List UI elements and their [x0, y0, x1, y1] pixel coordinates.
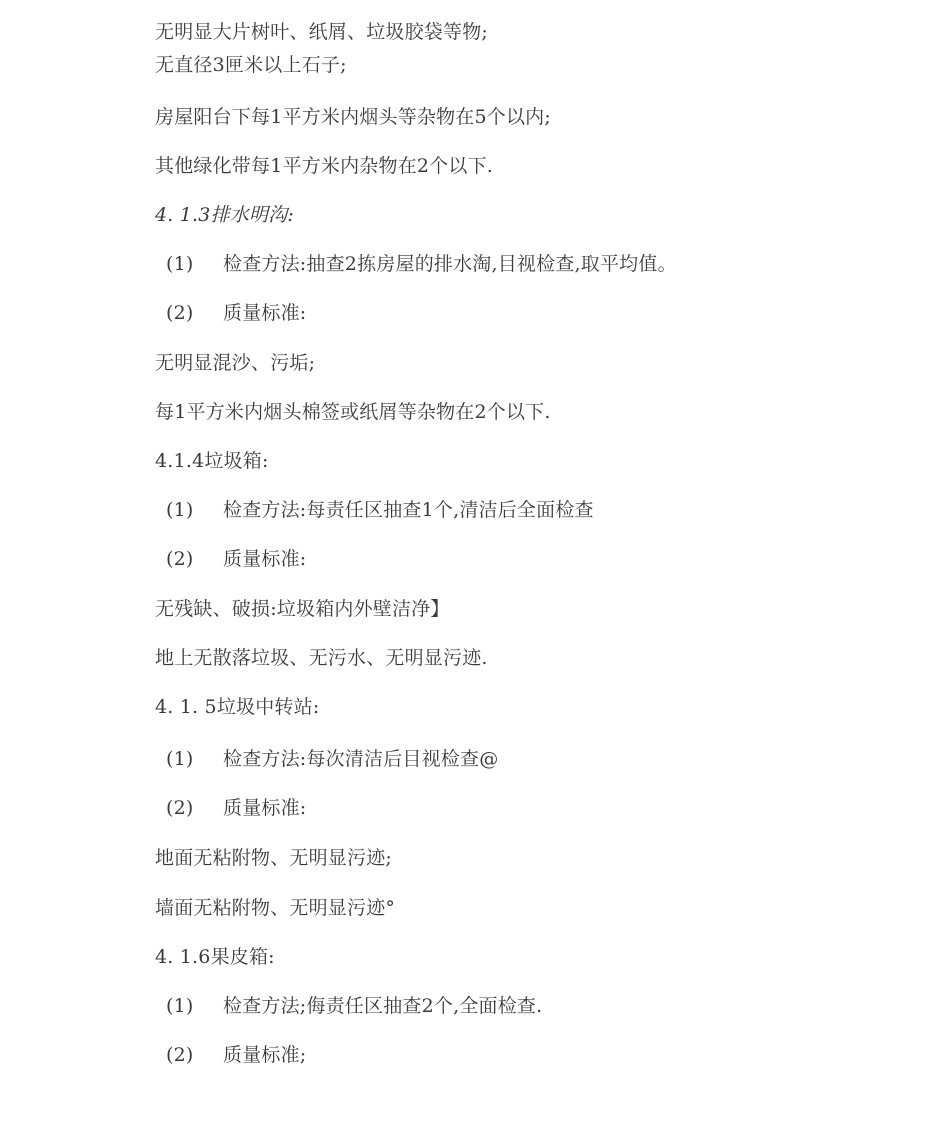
list-item-check-method-3 [166, 747, 498, 771]
list-marker: (2) [166, 548, 194, 570]
list-marker: (2) [166, 797, 194, 819]
list-item-text: 质量标准; [223, 1044, 307, 1066]
section-heading-4-1-6: 4. 1.6果皮箱: [155, 946, 275, 968]
list-marker: (1) [166, 748, 194, 770]
list-item-text: 检查方法:每次清洁后目视检查@ [223, 748, 499, 770]
list-item-text: 质量标准: [223, 548, 307, 570]
list-item-text: 检查方法;侮责任区抽查2个,全面检查. [223, 995, 543, 1017]
list-item-check-method-4 [166, 994, 542, 1018]
list-marker: (1) [166, 499, 194, 521]
text-line-1: 无明显大片树叶、纸屑、垃圾胶袋等物; [155, 21, 489, 43]
list-item-check-method-1 [166, 252, 677, 276]
section-heading-4-1-3: 4. 1.3排水明沟: [155, 204, 294, 226]
list-marker: (2) [166, 1044, 194, 1066]
text-line-4: 其他绿化带每1平方米内杂物在2个以下. [155, 155, 494, 177]
list-marker: (1) [166, 995, 194, 1017]
text-line-14: 地上无散落垃圾、无污水、无明显污迹. [155, 647, 488, 669]
list-item-check-method-2 [166, 498, 594, 522]
text-line-19: 墙面无粘附物、无明显污迹° [155, 897, 396, 919]
text-line-13: 无残缺、破损:垃圾箱内外壁洁净】 [155, 598, 450, 620]
text-line-8: 无明显混沙、污垢; [155, 352, 316, 374]
section-heading-4-1-5: 4. 1. 5垃圾中转站: [155, 696, 320, 718]
text-line-9: 每1平方米内烟头棉签或纸屑等杂物在2个以下. [155, 401, 551, 423]
text-line-2: 无直径3匣米以上石子; [155, 54, 347, 76]
list-marker: (2) [166, 302, 194, 324]
text-line-3: 房屋阳台下每1平方米内烟头等杂物在5个以内; [155, 106, 551, 128]
list-item-quality-standard-2 [166, 547, 306, 571]
list-item-quality-standard-4 [166, 1043, 306, 1067]
list-item-quality-standard-1 [166, 301, 306, 325]
list-item-text: 检查方法:抽查2拣房屋的排水淘,目视检查,取平均值。 [223, 253, 677, 275]
list-item-quality-standard-3 [166, 796, 306, 820]
list-item-text: 检查方法:每责任区抽查1个,清洁后全面检查 [223, 499, 594, 521]
section-heading-4-1-4: 4.1.4垃圾箱: [155, 450, 269, 472]
list-item-text: 质量标准: [223, 797, 307, 819]
list-item-text: 质量标准: [223, 302, 307, 324]
text-line-18: 地面无粘附物、无明显污迹; [155, 847, 393, 869]
list-marker: (1) [166, 253, 194, 275]
